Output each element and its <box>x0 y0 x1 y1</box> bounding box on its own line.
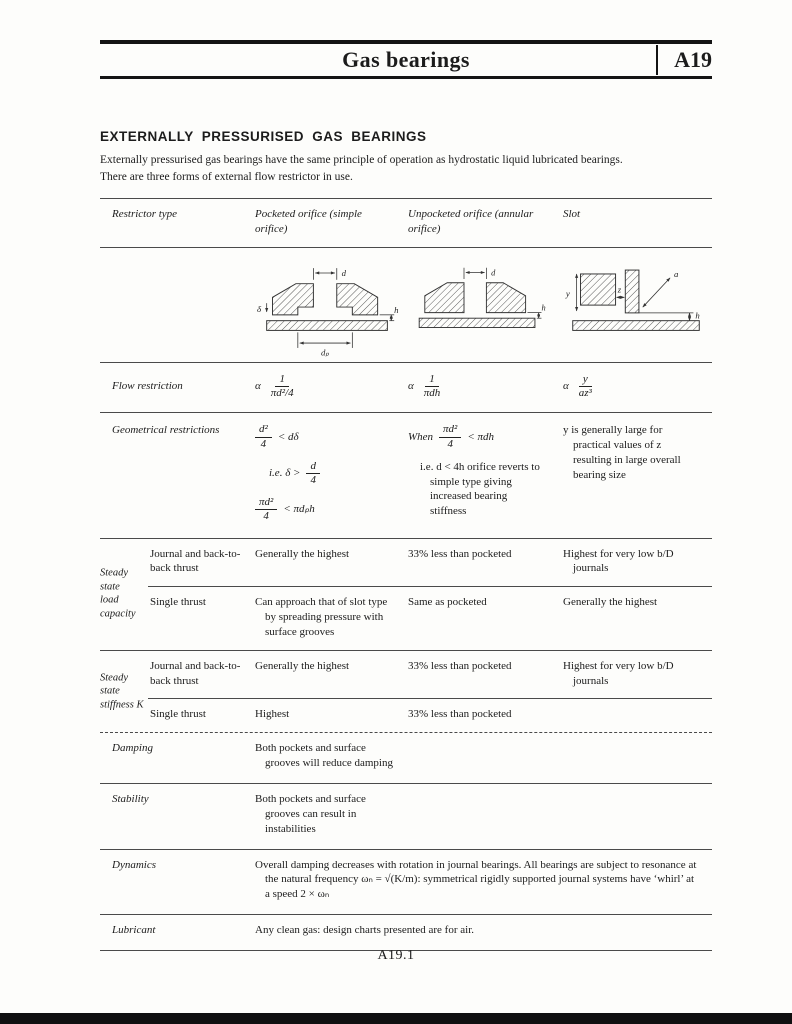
geo-unpocketed-cell <box>408 423 563 523</box>
when-text: When <box>408 430 434 443</box>
footer-page-number: A19.1 <box>377 948 415 963</box>
stiffness-single-thrust-row <box>100 699 712 732</box>
cell-unpocketed: 33% less than pocketed <box>408 659 512 672</box>
cell-slot: Generally the highest <box>563 596 658 609</box>
geo-formula-1 <box>255 423 396 450</box>
flow-restriction-label: Flow restriction <box>112 380 183 393</box>
fraction: $\frac{1}{\text{πd²/4}}$ <box>270 373 294 400</box>
dim-z-label: z <box>617 284 622 295</box>
dynamics-label: Dynamics <box>112 858 156 871</box>
fraction: $\frac{d}{4}$ <box>306 460 320 487</box>
fraction: $\frac{\text{d²}}{4}$ <box>255 423 272 450</box>
pocketed-diagram-cell <box>255 260 408 358</box>
stability-row <box>100 783 712 849</box>
dim-h-label: h <box>541 303 546 313</box>
inequality: i.e. δ > <box>269 467 301 480</box>
section-heading: EXTERNALLY PRESSURISED GAS BEARINGS <box>100 129 427 144</box>
scan-edge-bar <box>0 1013 792 1024</box>
geometrical-label: Geometrical restrictions <box>112 424 220 437</box>
table-header-row <box>100 198 712 247</box>
restrictor-comparison-table <box>100 198 712 951</box>
unpocketed-orifice-diagram <box>408 260 548 340</box>
cell-unpocketed: Same as pocketed <box>408 596 487 609</box>
inequality: < dδ <box>277 430 299 443</box>
inequality: < πdₚh <box>283 503 315 516</box>
page-title: Gas bearings <box>342 47 470 72</box>
geo-formula-2 <box>269 460 396 487</box>
dim-delta-label: δ <box>256 303 262 314</box>
page-code-box <box>656 45 712 75</box>
geo-formula-when <box>408 423 551 450</box>
damping-label: Damping <box>112 742 153 755</box>
diagram-row <box>100 247 712 362</box>
subrow-label: Single thrust <box>150 708 206 721</box>
stiffness-group-label: Steady state stiffness K <box>100 672 144 711</box>
col-header-slot: Slot <box>563 208 581 221</box>
cell-slot: Highest for very low b/D journals <box>563 659 674 687</box>
cell-pocketed: Generally the highest <box>255 659 350 672</box>
col-header-unpocketed: Unpocketed orifice (annular orifice) <box>408 208 534 236</box>
dim-h-label: h <box>695 310 700 321</box>
cell-pocketed: Generally the highest <box>255 547 350 560</box>
load-capacity-group <box>100 538 712 650</box>
dim-d-label: d <box>491 268 496 278</box>
stiffness-group <box>100 650 712 733</box>
stiffness-journal-row <box>100 651 712 699</box>
col-header-restrictor-type: Restrictor type <box>112 208 178 221</box>
inequality: < πdh <box>467 430 495 443</box>
load-capacity-journal-row <box>100 539 712 587</box>
page-code: A19 <box>674 47 712 72</box>
col-header-pocketed: Pocketed orifice (simple orifice) <box>255 208 362 236</box>
load-capacity-group-label: Steady state load capacity <box>100 567 136 620</box>
subrow-label: Journal and back-to-back thrust <box>150 547 241 575</box>
subrow-label: Single thrust <box>150 596 206 609</box>
dynamics-text: Overall damping decreases with rotation in journal bearings. All bearings are subject to resonance at the natural frequency ωₙ = √(K/m): symmetrical rigidly supported journal systems have ‘whirl’ at a speed 2 × ωₙ <box>255 858 697 901</box>
geo-formula-3 <box>255 496 396 523</box>
lubricant-label: Lubricant <box>112 924 156 937</box>
empty-cell <box>408 741 563 771</box>
fraction: $\frac{\text{πd²}}{4}$ <box>439 423 461 450</box>
damping-row <box>100 732 712 783</box>
dynamics-row <box>100 849 712 915</box>
cell-unpocketed: 33% less than pocketed <box>408 547 512 560</box>
alpha-symbol: α <box>563 380 569 393</box>
load-capacity-single-thrust-row <box>100 587 712 650</box>
fraction: $\frac{\text{πd²}}{4}$ <box>255 496 277 523</box>
geo-unpocketed-note: i.e. d < 4h orifice reverts to simple type giving increased bearing stiffness <box>420 460 540 518</box>
page-content <box>100 0 712 951</box>
cell-pocketed: Highest <box>255 708 290 721</box>
flow-formula-pocketed <box>255 373 408 400</box>
intro-paragraph <box>100 152 712 185</box>
flow-formula-unpocketed <box>408 373 563 400</box>
empty-cell <box>563 741 712 771</box>
flow-restriction-row <box>100 362 712 412</box>
cell-pocketed: Can approach that of slot type by spreading pressure with surface grooves <box>255 596 388 638</box>
dim-a-label: a <box>673 268 679 279</box>
empty-cell <box>563 792 712 837</box>
stability-text: Both pockets and surface grooves can result in instabilities <box>255 792 366 835</box>
intro-line-1: Externally pressurised gas bearings have the same principle of operation as hydrostatic liquid lubricated bearings. <box>100 154 623 166</box>
damping-text: Both pockets and surface grooves will reduce damping <box>255 742 393 770</box>
cell-slot <box>563 707 712 722</box>
unpocketed-diagram-cell <box>408 260 563 340</box>
geo-slot-cell: y is generally large for practical values of z resulting in large overall bearing size <box>563 424 681 481</box>
dim-dp-label: dₚ <box>321 347 330 358</box>
stability-label: Stability <box>112 792 149 805</box>
dim-d-label: d <box>341 267 347 278</box>
fraction: $\frac{y}{\text{az³}}$ <box>578 373 592 400</box>
dim-h-label: h <box>394 304 399 315</box>
empty-cell <box>408 792 563 837</box>
masthead-rule-bottom <box>100 76 712 79</box>
pocketed-orifice-diagram <box>255 260 401 358</box>
alpha-symbol: α <box>255 380 261 393</box>
dim-y-label: y <box>565 288 570 299</box>
flow-formula-slot <box>563 373 712 400</box>
fraction: $\frac{1}{\text{πdh}}$ <box>423 373 441 400</box>
geometrical-restrictions-row <box>100 412 712 537</box>
cell-slot: Highest for very low b/D journals <box>563 547 674 575</box>
cell-unpocketed: 33% less than pocketed <box>408 708 512 721</box>
title-row <box>100 44 712 76</box>
subrow-label: Journal and back-to-back thrust <box>150 659 241 687</box>
slot-diagram <box>563 260 709 358</box>
alpha-symbol: α <box>408 380 414 393</box>
slot-diagram-cell <box>563 260 721 358</box>
geo-pocketed-cell <box>255 423 408 523</box>
lubricant-row <box>100 914 712 950</box>
intro-line-2: There are three forms of external flow restrictor in use. <box>100 170 353 183</box>
lubricant-text: Any clean gas: design charts presented are for air. <box>255 924 474 937</box>
masthead <box>100 40 712 79</box>
